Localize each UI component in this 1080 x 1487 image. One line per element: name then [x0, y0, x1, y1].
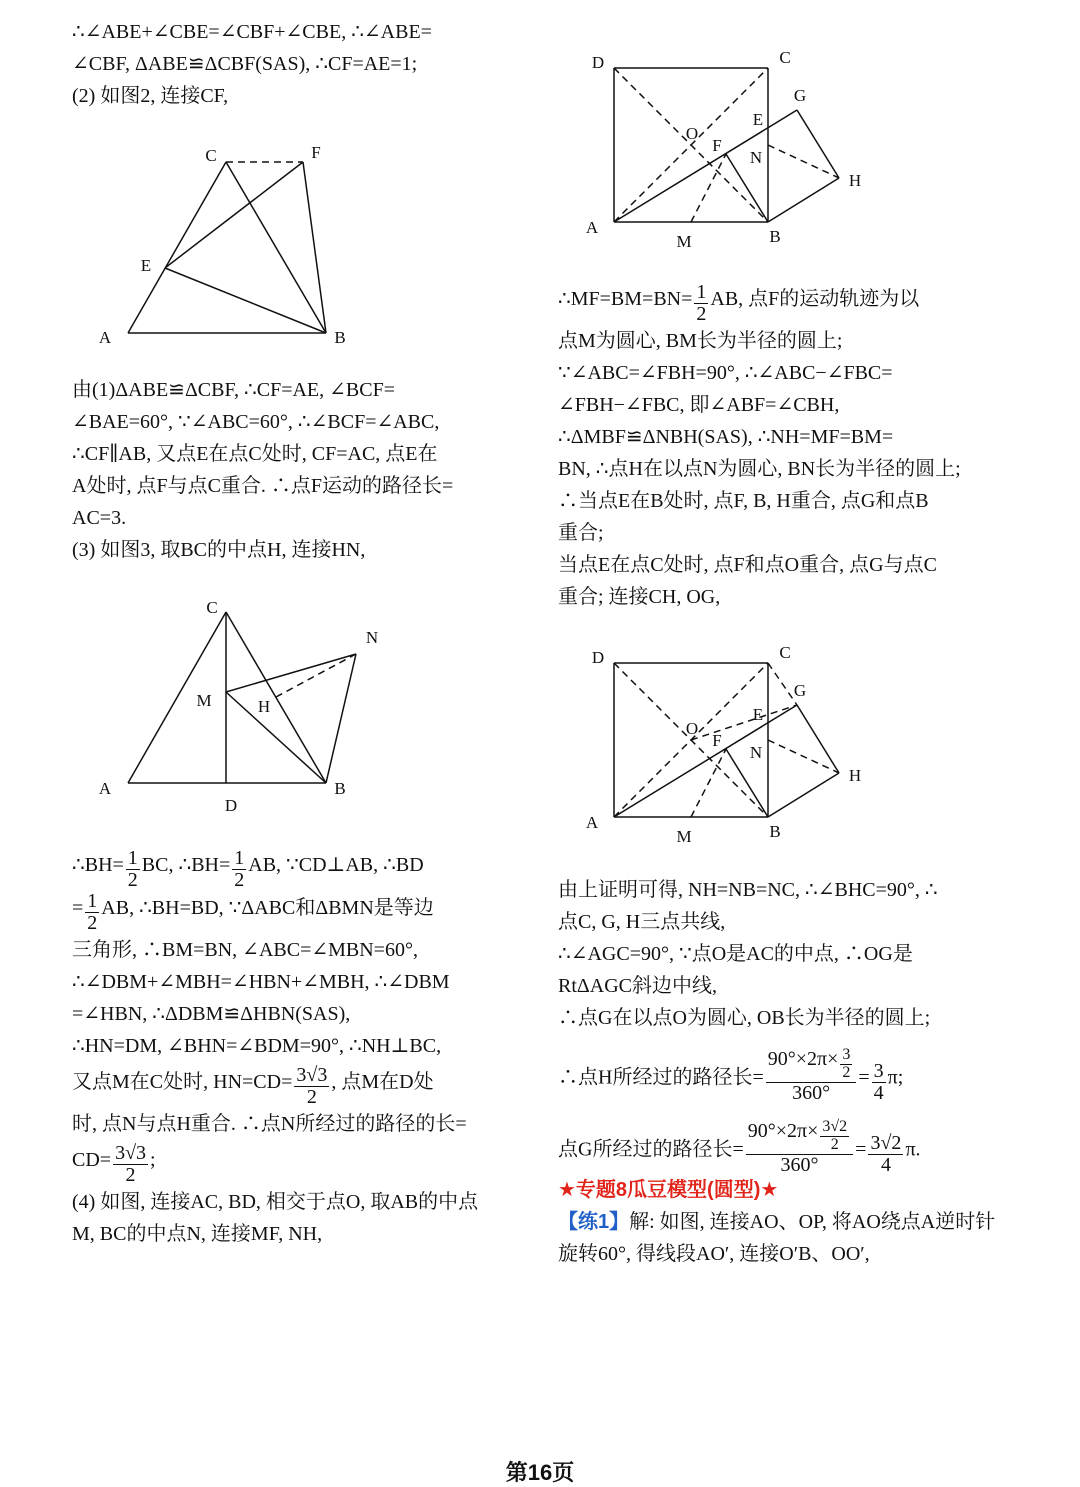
point-label-b: B	[334, 779, 346, 798]
math-text: 三角形, ∴BM=BN, ∠ABC=∠MBN=60°,	[72, 939, 418, 961]
math-text: ∴∠ABE+∠CBE=∠CBF+∠CBE, ∴∠ABE=	[72, 21, 432, 43]
point-label-a: A	[98, 328, 112, 347]
math-text: 3	[873, 1059, 884, 1082]
math-text: CD=	[72, 1149, 112, 1171]
figure-square-fh-labels	[586, 48, 861, 251]
math-text: 1	[234, 847, 245, 869]
math-text: 4	[873, 1081, 884, 1104]
figure-triangle-hn	[128, 612, 356, 783]
math-text: 1	[127, 847, 138, 869]
point-label-c: C	[779, 643, 791, 662]
math-text: AB, ∵CD⊥AB, ∴BD	[248, 854, 424, 876]
point-label-m: M	[196, 691, 212, 710]
math-text: 360°	[792, 1081, 831, 1104]
point-label-h: H	[257, 697, 271, 716]
math-text: π.	[905, 1138, 921, 1161]
math-text: 点G所经过的路径长=	[558, 1138, 744, 1161]
math-text: 2	[696, 303, 707, 325]
segment-mn	[226, 654, 356, 692]
math-text: BC, ∴BH=	[141, 854, 231, 876]
point-label-f: F	[311, 143, 321, 162]
math-text: ∴MF=BM=BN=	[558, 288, 693, 310]
math-text: ∴∠DBM+∠MBH=∠HBN+∠MBH, ∴∠DBM	[72, 971, 450, 993]
point-label-o: O	[685, 124, 699, 143]
math-text: 3√2	[870, 1131, 902, 1154]
highlighted-text: ★专题8瓜豆模型(圆型)★	[558, 1179, 779, 1201]
math-text: , 点M在D处	[331, 1071, 434, 1093]
point-label-n: N	[749, 148, 763, 167]
math-text: ∴点G在以点O为圆心, OB长为半径的圆上;	[558, 1007, 931, 1029]
math-text: AB, ∴BH=BD, ∵ΔABC和ΔBMN是等边	[101, 897, 434, 919]
figure-square-cg-wrapper	[586, 643, 861, 846]
math-text: =	[72, 897, 84, 919]
point-label-b: B	[769, 227, 781, 246]
point-label-m: M	[676, 232, 692, 251]
point-label-e: E	[752, 110, 764, 129]
math-text: 点C, G, H三点共线,	[558, 911, 726, 933]
math-text: ∠BAE=60°, ∵∠ABC=60°, ∴∠BCF=∠ABC,	[72, 411, 440, 433]
math-text: =	[858, 1066, 870, 1089]
math-text: RtΔAGC斜边中线,	[558, 975, 717, 997]
segment-ac	[128, 162, 226, 333]
math-text: 1	[87, 890, 98, 912]
math-text: 由上证明可得, NH=NB=NC, ∴∠BHC=90°, ∴	[558, 879, 938, 901]
math-text: 90°×2π×	[747, 1119, 819, 1142]
segment-cb	[226, 162, 326, 333]
point-label-b: B	[769, 822, 781, 841]
math-text: ∠FBH−∠FBC, 即∠ABF=∠CBH,	[558, 394, 840, 416]
point-label-d: D	[591, 648, 605, 667]
math-text: 当点E在点C处时, 点F和点O重合, 点G与点C	[558, 554, 937, 576]
point-label-a: A	[585, 813, 599, 832]
math-text: π;	[887, 1066, 904, 1089]
point-label-h: H	[848, 171, 862, 190]
segment-hb	[768, 773, 839, 817]
math-text: 重合; 连接CH, OG,	[558, 586, 721, 608]
math-text: ;	[150, 1149, 156, 1171]
point-label-e: E	[140, 256, 152, 275]
point-label-n: N	[749, 743, 763, 762]
point-label-c: C	[206, 598, 218, 617]
segment-mb	[226, 692, 326, 783]
segment-cg-dashed	[768, 663, 797, 705]
math-text: 3√3	[296, 1064, 328, 1086]
math-text: 1	[696, 281, 707, 303]
math-text: 360°	[780, 1153, 819, 1176]
math-text: 3√3	[115, 1142, 147, 1164]
figure-triangle-cf-labels	[99, 143, 346, 347]
point-label-a: A	[585, 218, 599, 237]
math-text: 重合;	[558, 522, 604, 544]
segment-cb	[226, 612, 326, 783]
point-label-e: E	[752, 705, 764, 724]
math-text: 2	[830, 1135, 839, 1153]
math-text: 3√2	[822, 1118, 848, 1135]
point-label-f: F	[712, 136, 722, 155]
segment-hn-dashed	[276, 654, 356, 697]
segment-ef	[165, 162, 303, 268]
math-text: ∴HN=DM, ∠BHN=∠BDM=90°, ∴NH⊥BC,	[72, 1035, 442, 1057]
math-text: 又点M在C处时, HN=CD=	[72, 1071, 293, 1093]
math-text: 解: 如图, 连接AO、OP, 将AO绕点A逆时针	[629, 1211, 996, 1233]
segment-eb	[165, 268, 326, 333]
math-text: ∴BH=	[72, 854, 124, 876]
math-text: AB, 点F的运动轨迹为以	[710, 288, 920, 310]
point-label-a: A	[98, 779, 112, 798]
point-label-d: D	[224, 796, 238, 815]
math-text: ∴ΔMBF≌ΔNBH(SAS), ∴NH=MF=BM=	[558, 426, 894, 448]
math-text: =	[855, 1138, 867, 1161]
point-label-d: D	[591, 53, 605, 72]
math-text: M, BC的中点N, 连接MF, NH,	[72, 1223, 323, 1245]
math-text: 2	[306, 1086, 317, 1108]
segment-nb	[326, 654, 356, 783]
math-text: A处时, 点F与点C重合. ∴点F运动的路径长=	[72, 475, 454, 497]
page-number: 第16页	[505, 1460, 575, 1485]
figure-triangle-cf	[128, 162, 326, 333]
point-label-g: G	[793, 86, 807, 105]
math-text: ∠CBF, ΔABE≌ΔCBF(SAS), ∴CF=AE=1;	[72, 53, 418, 75]
math-text: 点M为圆心, BM长为半径的圆上;	[558, 330, 843, 352]
point-label-c: C	[205, 146, 217, 165]
segment-fb	[303, 162, 326, 333]
math-text: 旋转60°, 得线段AO′, 连接O′B、OO′,	[558, 1243, 870, 1265]
math-text: ∴CF∥AB, 又点E在点C处时, CF=AC, 点E在	[72, 443, 438, 465]
math-text: 4	[880, 1153, 891, 1176]
segment-ag	[614, 110, 797, 222]
point-label-c: C	[779, 48, 791, 67]
segment-ag	[614, 705, 797, 817]
point-label-o: O	[685, 719, 699, 738]
math-text: 时, 点N与点H重合. ∴点N所经过的路径的长=	[72, 1113, 467, 1135]
math-text: =∠HBN, ∴ΔDBM≌ΔHBN(SAS),	[72, 1003, 351, 1025]
point-label-b: B	[334, 328, 346, 347]
highlighted-text: 【练1】	[558, 1211, 630, 1233]
segment-og-dashed	[691, 705, 797, 740]
math-text: 2	[125, 1164, 136, 1186]
point-label-f: F	[712, 731, 722, 750]
math-text: ∵∠ABC=∠FBH=90°, ∴∠ABC−∠FBC=	[558, 362, 893, 384]
math-text: (3) 如图3, 取BC的中点H, 连接HN,	[72, 539, 366, 561]
math-text: (4) 如图, 连接AC, BD, 相交于点O, 取AB的中点	[72, 1191, 479, 1213]
figure-square-cg-labels	[586, 643, 861, 846]
math-text: 90°×2π×	[767, 1047, 839, 1070]
math-text: ∴点H所经过的路径长=	[558, 1066, 764, 1089]
point-label-h: H	[848, 766, 862, 785]
math-text: ∴当点E在B处时, 点F, B, H重合, 点G和点B	[558, 490, 929, 512]
math-text: 2	[87, 912, 98, 934]
point-label-g: G	[793, 681, 807, 700]
math-text: 3	[842, 1046, 851, 1063]
math-text: 由(1)ΔABE≌ΔCBF, ∴CF=AE, ∠BCF=	[72, 379, 395, 401]
math-text: BN, ∴点H在以点N为圆心, BN长为半径的圆上;	[558, 458, 961, 480]
point-label-m: M	[676, 827, 692, 846]
math-text: AC=3.	[72, 507, 127, 529]
math-text: (2) 如图2, 连接CF,	[72, 85, 229, 107]
math-text: 2	[842, 1063, 851, 1081]
point-label-n: N	[365, 628, 379, 647]
math-text: 2	[234, 869, 245, 891]
math-text: 2	[127, 869, 138, 891]
math-text: ∴∠AGC=90°, ∵点O是AC的中点, ∴OG是	[558, 943, 913, 965]
segment-hb	[768, 178, 839, 222]
